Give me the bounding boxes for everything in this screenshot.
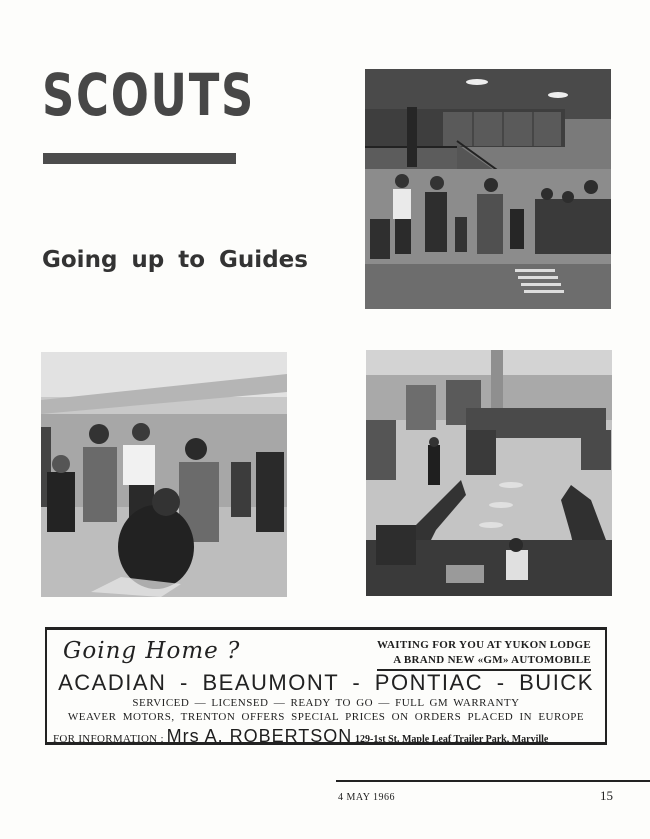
ad-waiting-line-2: A BRAND NEW «GM» AUTOMOBILE <box>377 653 591 671</box>
footer-date: 4 MAY 1966 <box>338 792 396 803</box>
title-underline <box>43 153 236 164</box>
page-title: SCOUTS <box>42 61 256 129</box>
ad-contact-label: FOR INFORMATION : <box>53 733 164 745</box>
ad-contact-line <box>53 726 597 747</box>
ad-contact-address: 129-1st St. Maple Leaf Trailer Park, Marville <box>355 734 549 745</box>
photo-guides-hopscotch <box>41 352 287 597</box>
ad-contact-name: Mrs A. ROBERTSON <box>166 726 353 746</box>
photo-guides-circle <box>366 350 612 596</box>
advertisement-box <box>45 627 607 745</box>
ad-waiting-notice <box>377 638 591 671</box>
ad-offer: WEAVER MOTORS, TRENTON OFFERS SPECIAL PRICES ON ORDERS PLACED IN EUROPE <box>67 711 585 723</box>
ad-headline: Going Home ? <box>63 638 241 664</box>
ad-brand-list: ACADIAN - BEAUMONT - PONTIAC - BUICK <box>58 670 594 695</box>
page-number: 15 <box>600 788 613 803</box>
article-subtitle: Going up to Guides <box>42 247 308 273</box>
ad-waiting-line-1: WAITING FOR YOU AT YUKON LODGE <box>376 639 591 651</box>
ad-services: SERVICED — LICENSED — READY TO GO — FULL GM WARRANTY <box>132 697 520 709</box>
footer-rule <box>336 780 650 782</box>
photo-gym-hall-guides <box>365 69 611 309</box>
